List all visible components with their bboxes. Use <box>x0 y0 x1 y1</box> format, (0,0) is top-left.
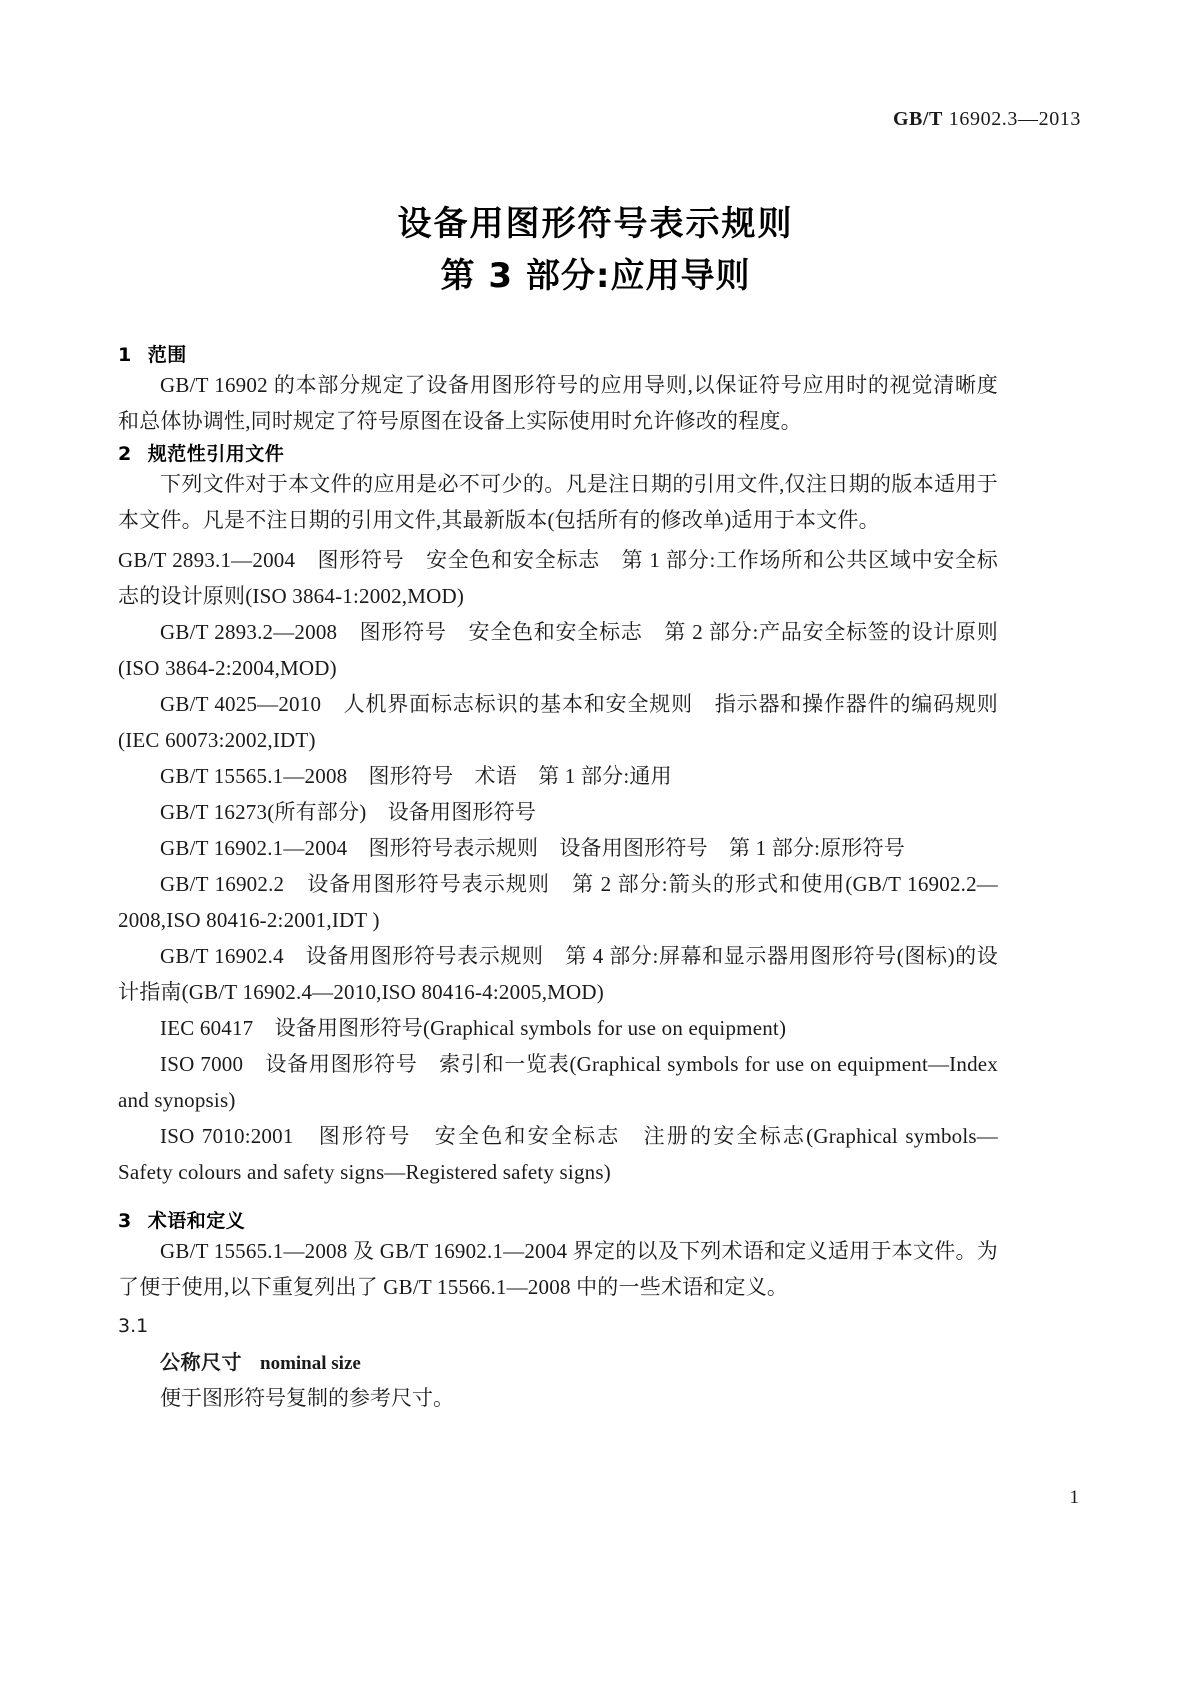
reference-item: GB/T 15565.1—2008 图形符号 术语 第 1 部分:通用 <box>160 764 672 788</box>
term-definition: 便于图形符号复制的参考尺寸。 <box>160 1386 454 1410</box>
section-heading-2 <box>118 439 998 466</box>
section-number-3: 3 <box>118 1210 132 1232</box>
reference-item: IEC 60417 设备用图形符号(Graphical symbols for use on equipment) <box>160 1016 787 1040</box>
section-1-paragraph: GB/T 16902 的本部分规定了设备用图形符号的应用导则,以保证符号应用时的视觉清晰度和总体协调性,同时规定了符号原图在设备上实际使用时允许修改的程度。 <box>118 373 998 433</box>
section-number-1: 1 <box>118 344 132 366</box>
section-title-3: 术语和定义 <box>147 1210 246 1232</box>
page-number: 1 <box>1069 1487 1079 1508</box>
reference-item: GB/T 2893.2—2008 图形符号 安全色和安全标志 第 2 部分:产品安全标签的设计原则(ISO 3864-2:2004,MOD) <box>118 620 998 680</box>
reference-item: GB/T 16902.2 设备用图形符号表示规则 第 2 部分:箭头的形式和使用(GB/T 16902.2—2008,ISO 80416-2:2001,IDT ) <box>118 872 998 932</box>
term-name-chinese: 公称尺寸 <box>160 1350 242 1374</box>
section-number-2: 2 <box>118 443 132 465</box>
section-title-2: 规范性引用文件 <box>147 443 285 465</box>
reference-item: GB/T 4025—2010 人机界面标志标识的基本和安全规则 指示器和操作器件的编码规则(IEC 60073:2002,IDT) <box>118 692 998 752</box>
title-line-1: 设备用图形符号表示规则 <box>397 204 794 244</box>
reference-item: ISO 7010:2001 图形符号 安全色和安全标志 注册的安全标志(Graphical symbols—Safety colours and safety signs—Registered safety signs) <box>118 1124 998 1184</box>
section-title-1: 范围 <box>147 344 187 366</box>
section-2-paragraph: 下列文件对于本文件的应用是必不可少的。凡是注日期的引用文件,仅注日期的版本适用于本文件。凡是不注日期的引用文件,其最新版本(包括所有的修改单)适用于本文件。 <box>118 472 998 532</box>
standard-number: 16902.3—2013 <box>948 108 1081 130</box>
normative-references-list <box>118 542 998 1190</box>
section-heading-3 <box>118 1206 998 1233</box>
standard-prefix: GB/T <box>893 108 943 130</box>
section-heading-1 <box>118 340 998 367</box>
reference-item: GB/T 16902.1—2004 图形符号表示规则 设备用图形符号 第 1 部分:原形符号 <box>160 836 905 860</box>
clause-number-3-1: 3.1 <box>118 1315 149 1337</box>
running-header <box>893 108 1081 131</box>
term-name-english: nominal size <box>260 1353 361 1374</box>
reference-item: GB/T 16902.4 设备用图形符号表示规则 第 4 部分:屏幕和显示器用图形符号(图标)的设计指南(GB/T 16902.4—2010,ISO 80416-4:2005,MOD) <box>118 944 998 1004</box>
title-line-2: 第 3 部分:应用导则 <box>440 256 751 296</box>
term-entry <box>118 1345 998 1381</box>
document-title <box>0 198 1191 302</box>
document-body <box>118 340 998 1415</box>
reference-item: ISO 7000 设备用图形符号 索引和一览表(Graphical symbols for use on equipment—Index and synopsis) <box>118 1052 998 1112</box>
section-3-paragraph: GB/T 15565.1—2008 及 GB/T 16902.1—2004 界定的以及下列术语和定义适用于本文件。为了便于使用,以下重复列出了 GB/T 15566.1—2008 中的一些术语和定义。 <box>118 1239 998 1299</box>
reference-item: GB/T 2893.1—2004 图形符号 安全色和安全标志 第 1 部分:工作场所和公共区域中安全标志的设计原则(ISO 3864-1:2002,MOD) <box>118 548 998 608</box>
reference-item: GB/T 16273(所有部分) 设备用图形符号 <box>160 800 536 824</box>
